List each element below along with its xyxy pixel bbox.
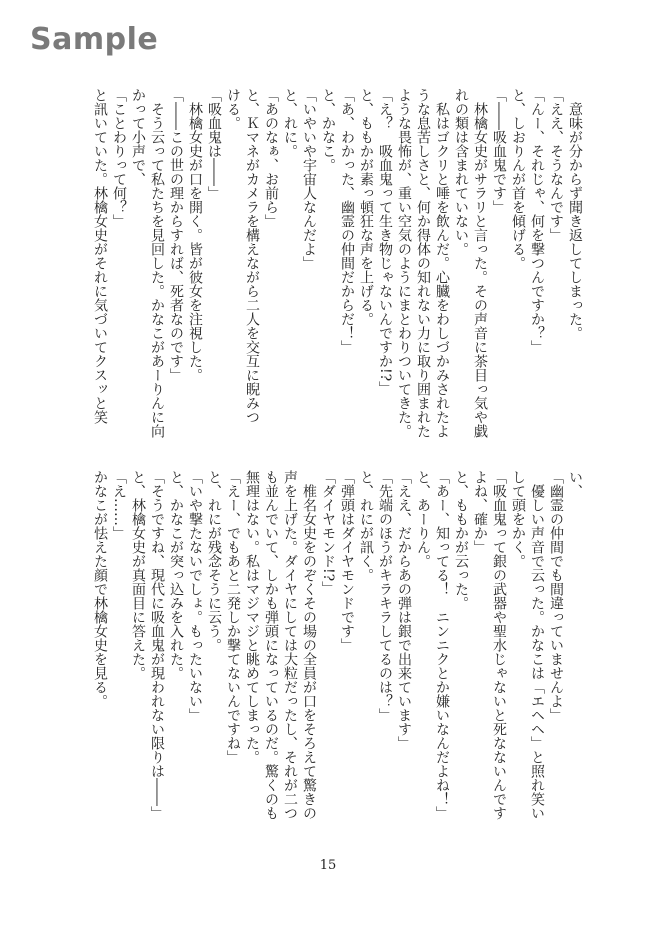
text-line: 「幽霊の仲間でも間違っていませんよ」: [548, 470, 564, 722]
text-line: 「んー、それじゃ、何を撃つんですか？」: [529, 88, 545, 354]
text-line: 「えー、でもあと二発しか撃てないんですね」: [225, 470, 241, 764]
text-line: 声を上げた。ダイヤにしては大粒だったし、それが二つ: [282, 470, 298, 820]
text-line: 「吸血鬼って銀の武器や聖水じゃないと死なないんです: [491, 470, 507, 820]
text-line: 林檎女史がサラリと言った。その声音に茶目っ気や戯: [472, 88, 488, 438]
text-line: して頭をかく。: [510, 470, 526, 568]
text-line: 「ことわりって何？」: [111, 88, 127, 228]
text-line: うな息苦しさと、何か得体の知れない力に取り囲まれた: [415, 88, 431, 438]
text-line: 「え？ 吸血鬼って生き物じゃないんですか!?」: [377, 88, 393, 396]
text-block-bottom: [90, 470, 584, 820]
text-line: 「ダイヤモンド!?」: [320, 470, 336, 596]
text-line: い、: [567, 470, 583, 498]
text-line: かって小声で、: [130, 88, 146, 186]
text-line: 「吸血鬼は――」: [206, 88, 222, 200]
text-line: と、ももかが云った。: [453, 470, 469, 610]
text-line: と、かなこ。: [320, 88, 336, 172]
text-line: 優しい声音で云った。かなこは「エヘヘ」と照れ笑い: [529, 470, 545, 820]
text-line: と、あーりん。: [415, 470, 431, 568]
text-line: 「あ、わかった、幽霊の仲間だからだ！」: [339, 88, 355, 354]
text-line: と、しおりんが首を傾げる。: [510, 88, 526, 270]
text-line: と、れにが訊く。: [358, 470, 374, 582]
text-line: れの類は含まれていない。: [453, 88, 469, 256]
text-line: 「弾頭はダイヤモンドです」: [339, 470, 355, 652]
text-line: 「――この世の理からすれば、死者なのです」: [168, 88, 184, 382]
page-number: 15: [319, 858, 337, 873]
text-line: よね、確か」: [472, 470, 488, 554]
text-line: と、かなこが突っ込みを入れた。: [168, 470, 184, 680]
text-line: と、Ｋマネがカメラを構えながら二人を交互に睨みつ: [244, 88, 260, 424]
text-line: と、林檎女史が真面目に答えた。: [130, 470, 146, 680]
sample-watermark: Sample: [30, 22, 159, 57]
text-block-top: [90, 88, 584, 438]
text-line: 「ええ、だからあの弾は銀で出来ています」: [396, 470, 412, 750]
text-line: 「――吸血鬼です」: [491, 88, 507, 214]
text-line: と、れに。: [282, 88, 298, 158]
text-line: ける。: [225, 88, 241, 130]
text-line: 「いやいや宇宙人なんだよ」: [301, 88, 317, 270]
text-line: 「え……」: [111, 470, 127, 540]
text-line: 私はゴクリと唾を飲んだ。心臓をわしづかみされたよ: [434, 88, 450, 438]
text-line: 意味が分からず聞き返してしまった。: [567, 88, 583, 340]
text-line: かなこが怯えた顔で林檎女史を見る。: [92, 470, 108, 708]
text-line: そう云って私たちを見回した。かなこがあーりんに向: [149, 88, 165, 438]
text-line: も並んでいて、しかも弾頭になっているのだ。驚くのも: [263, 470, 279, 820]
text-line: と訊いていた。林檎女史がそれに気づいてクスッと笑: [92, 88, 108, 424]
text-line: 「そうですね、現代に吸血鬼が現われない限りは――」: [149, 470, 165, 820]
text-line: 無理はない。私はマジマジと眺めてしまった。: [244, 470, 260, 764]
text-line: 「先端のほうがキラキラしてるのは？」: [377, 470, 393, 722]
text-line: 「いや撃たないでしょ。もったいない」: [187, 470, 203, 722]
text-line: 椎名女史をのぞくその場の全員が口をそろえて驚きの: [301, 470, 317, 820]
text-line: と、れにが残念そうに云う。: [206, 470, 222, 652]
text-line: 「あー、知ってる！ ニンニクとか嫌いなんだよね！」: [434, 470, 450, 820]
text-line: ような畏怖が、重い空気のようにまとわりついてきた。: [396, 88, 412, 438]
text-line: 林檎女史が口を開く。皆が彼女を注視した。: [187, 88, 203, 382]
text-line: と、ももかが素っ頓狂な声を上げる。: [358, 88, 374, 326]
text-line: 「あのなぁ、お前ら」: [263, 88, 279, 228]
text-line: 「ええ、そうなんです」: [548, 88, 564, 242]
